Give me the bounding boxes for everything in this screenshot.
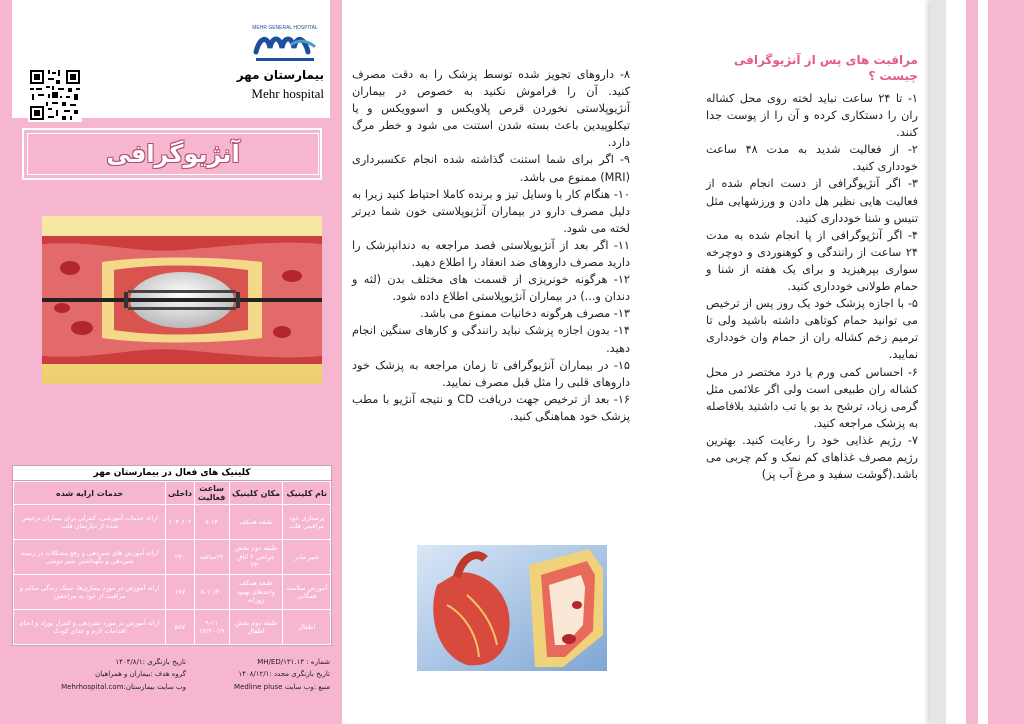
- table-cell: ۷-۱۴: [194, 505, 229, 540]
- table-cell: شیر مادر: [283, 540, 331, 575]
- column-header: خدمات ارایه شده: [14, 482, 166, 505]
- table-row: [14, 505, 331, 540]
- table-cell: ارائه آموزش های شیردهی و رفع مشکلات در زمینه شیردهی و نگهداشتن شیر دوشی: [14, 540, 166, 575]
- instruction-item: ۸- داروهای تجویز شده توسط پزشک را به دقت مصرف کنید. آن را فراموش نکنید به خصوص در بیماران آنژیوپلاستی نخوردن قرص پلاویکس و اسوویکس و یا تیکلوپیدین باعث بسته شدن استنت می شود و خطر مرگ دارد.: [352, 68, 630, 150]
- instruction-item: ۵- با اجازه پزشک خود یک روز پس از ترخیص می توانید حمام کوتاهی داشته باشید ولی تا ترمیم زخم کشاله ران از حمام وان خودداری نمایید.: [706, 297, 918, 362]
- fold-stripe: [930, 0, 946, 724]
- table-cell: طبقه دوم بخش جراحی ۲ اتاق ۲۳۰: [229, 540, 283, 575]
- right-instructions: [706, 90, 918, 483]
- instruction-item: ۹- اگر برای شما استنت گذاشته شده انجام عکسبرداری (MRI) ممنوع می باشد.: [352, 153, 630, 184]
- instruction-item: ۱۳- مصرف هرگونه دخانیات ممنوع می باشد.: [420, 307, 630, 321]
- hospital-name-fa: بیمارستان مهر: [236, 68, 324, 82]
- footer-info-right: [212, 656, 330, 693]
- instruction-item: ۴- اگر آنژیوگرافی از پا انجام شده به مدت ۲۴ ساعت از رانندگی و کوهنوردی و دوچرخه سواری بپرهیزید و برای یک هفته از شنا و حمام طولانی خودداری کنید.: [706, 228, 918, 294]
- clinics-table: [13, 481, 331, 645]
- website: وب سایت بیمارستان:Mehrhospital.com: [61, 682, 186, 691]
- clinics-title: کلینیک های فعال در بیمارستان مهر: [13, 466, 331, 481]
- column-header: مکان کلینیک: [229, 482, 283, 505]
- review-date: تاریخ بازنگری :۱۴۰۴/۸/۱: [115, 658, 186, 666]
- footer-info-left: [46, 656, 186, 693]
- column-header: نام کلینیک: [283, 482, 331, 505]
- instruction-item: ۱- تا ۲۴ ساعت نباید لخته روی محل کشاله ران را دستکاری کرده و آن را از پوست جدا کنند.: [706, 92, 918, 140]
- instruction-item: ۱۵- در بیماران آنژیوگرافی تا زمان مراجعه به پزشک خود داروهای قلبی را مثل قبل مصرف نمایید.: [352, 358, 630, 389]
- table-cell: پرستاری خود مراقبتی قلب: [283, 505, 331, 540]
- table-cell: طبقه دوم بخش اطفال: [229, 610, 283, 645]
- instruction-item: ۱۰- هنگام کار با وسایل تیز و برنده کاملا احتیاط کنید زیرا به دلیل مصرف دارو در بیماران آنژیوپلاستی خون شما دیرتر لخته می شود.: [352, 187, 630, 235]
- table-cell: ارائه آموزش در مورد شیردهی و کنترل نوزاد و انجام اقدامات لازم و غذای کودک: [14, 610, 166, 645]
- instruction-item: ۷- رژیم غذایی خود را رعایت کنید. بهترین رژیم مصرف غذاهای کم نمک و کم چربی می باشد.(گوشت سفید و مرغ آب پز): [706, 433, 918, 482]
- fold-stripe: [946, 0, 966, 724]
- column-header: ساعت فعالیت: [194, 482, 229, 505]
- fold-stripe: [988, 0, 1024, 724]
- table-row: [14, 540, 331, 575]
- table-cell: ۲۳۰: [166, 540, 195, 575]
- instruction-item: ۱۶- بعد از ترخیص جهت دریافت CD و نتیجه آنژیو با مطب پزشک خود هماهنگی کنید.: [352, 392, 630, 423]
- table-cell: آموزش سلامت همگانی: [283, 575, 331, 610]
- table-row: [14, 575, 331, 610]
- table-cell: ۸-۱۰/۳۰: [194, 575, 229, 610]
- qr-code-icon: [28, 68, 82, 122]
- table-cell: اطفال: [283, 610, 331, 645]
- table-row: [14, 610, 331, 645]
- mehr-hospital-logo: [248, 22, 322, 66]
- hospital-name-en: Mehr hospital: [251, 86, 324, 101]
- instruction-item: ۱۴- بدون اجازه پزشک نباید رانندگی و کارهای سنگین انجام دهید.: [352, 324, 630, 355]
- table-cell: ۹-۱۱ ۱۷/۳۰-۱۹: [194, 610, 229, 645]
- instruction-item: ۱۱- اگر بعد از آنژیوپلاستی قصد مراجعه به دندانپزشک را دارید مصرف داروهای ضد انعقاد را اطلاع دهید.: [352, 238, 630, 270]
- table-cell: ارائه آموزش در مورد بیماری‌ها، سبک زندگی سالم و مراقبت از خود به مراجعین: [14, 575, 166, 610]
- clinics-table-box: [12, 465, 332, 646]
- heart-artery-illustration: [417, 545, 607, 671]
- table-cell: ارائه خدمات آموزشی، کنترلی برای بیماران ترخیص شده از دپارتمان قلب: [14, 505, 166, 540]
- artery-stent-illustration: [42, 216, 322, 384]
- instruction-item: ۶- احساس کمی ورم یا درد مختصر در محل کشاله ران طبیعی است ولی اگر علائمی مثل گرمی زیاد، ترشح بد بو یا تب داشتید بلافاصله به پزشک مراجعه کنید.: [706, 365, 918, 430]
- table-cell: ۱۷۷: [166, 575, 195, 610]
- middle-instructions: [352, 66, 630, 425]
- source: منبع :وب سایت Medline pluse: [234, 682, 330, 691]
- table-cell: طبقه همکف واحدهای بهبود روزانه: [229, 575, 283, 610]
- table-cell: ۵۸۷: [166, 610, 195, 645]
- fold-stripe: [978, 0, 988, 724]
- column-header: داخلی: [166, 482, 195, 505]
- svg-text:MEHR GENERAL HOSPITAL: MEHR GENERAL HOSPITAL: [252, 25, 318, 31]
- document-number: شماره : MH/ED/۱۳۱.۱۴: [257, 658, 330, 666]
- page-title: آنژیوگرافی: [106, 140, 240, 168]
- next-review-date: تاریخ بازنگری مجدد :۱۴۰۸/۱۲/۱: [238, 670, 330, 679]
- table-cell: طبقه همکف: [229, 505, 283, 540]
- target-group: گروه هدف :بیماران و همراهیان: [95, 670, 186, 679]
- table-cell: ۶۰۲ ۶۰۳: [166, 505, 195, 540]
- fold-stripe: [966, 0, 978, 724]
- instruction-item: ۱۲- هرگونه خونریزی از قسمت های مختلف بدن (لثه و دندان و...) در بیماران آنژیوپلاستی اطلاع داده شود.: [352, 273, 630, 304]
- section-heading: مراقبت های پس از آنژیوگرافی چیست ؟: [733, 53, 918, 83]
- instruction-item: ۳- اگر آنژیوگرافی از دست انجام شده از فعالیت هایی نظیر هل دادن و ورزشهایی مثل تنیس و شنا خودداری کنید.: [706, 177, 918, 225]
- title-box: [27, 133, 319, 175]
- table-cell: ۲۲ساعته: [194, 540, 229, 575]
- instruction-item: ۲- از فعالیت شدید به مدت ۴۸ ساعت خودداری کنید.: [706, 143, 918, 174]
